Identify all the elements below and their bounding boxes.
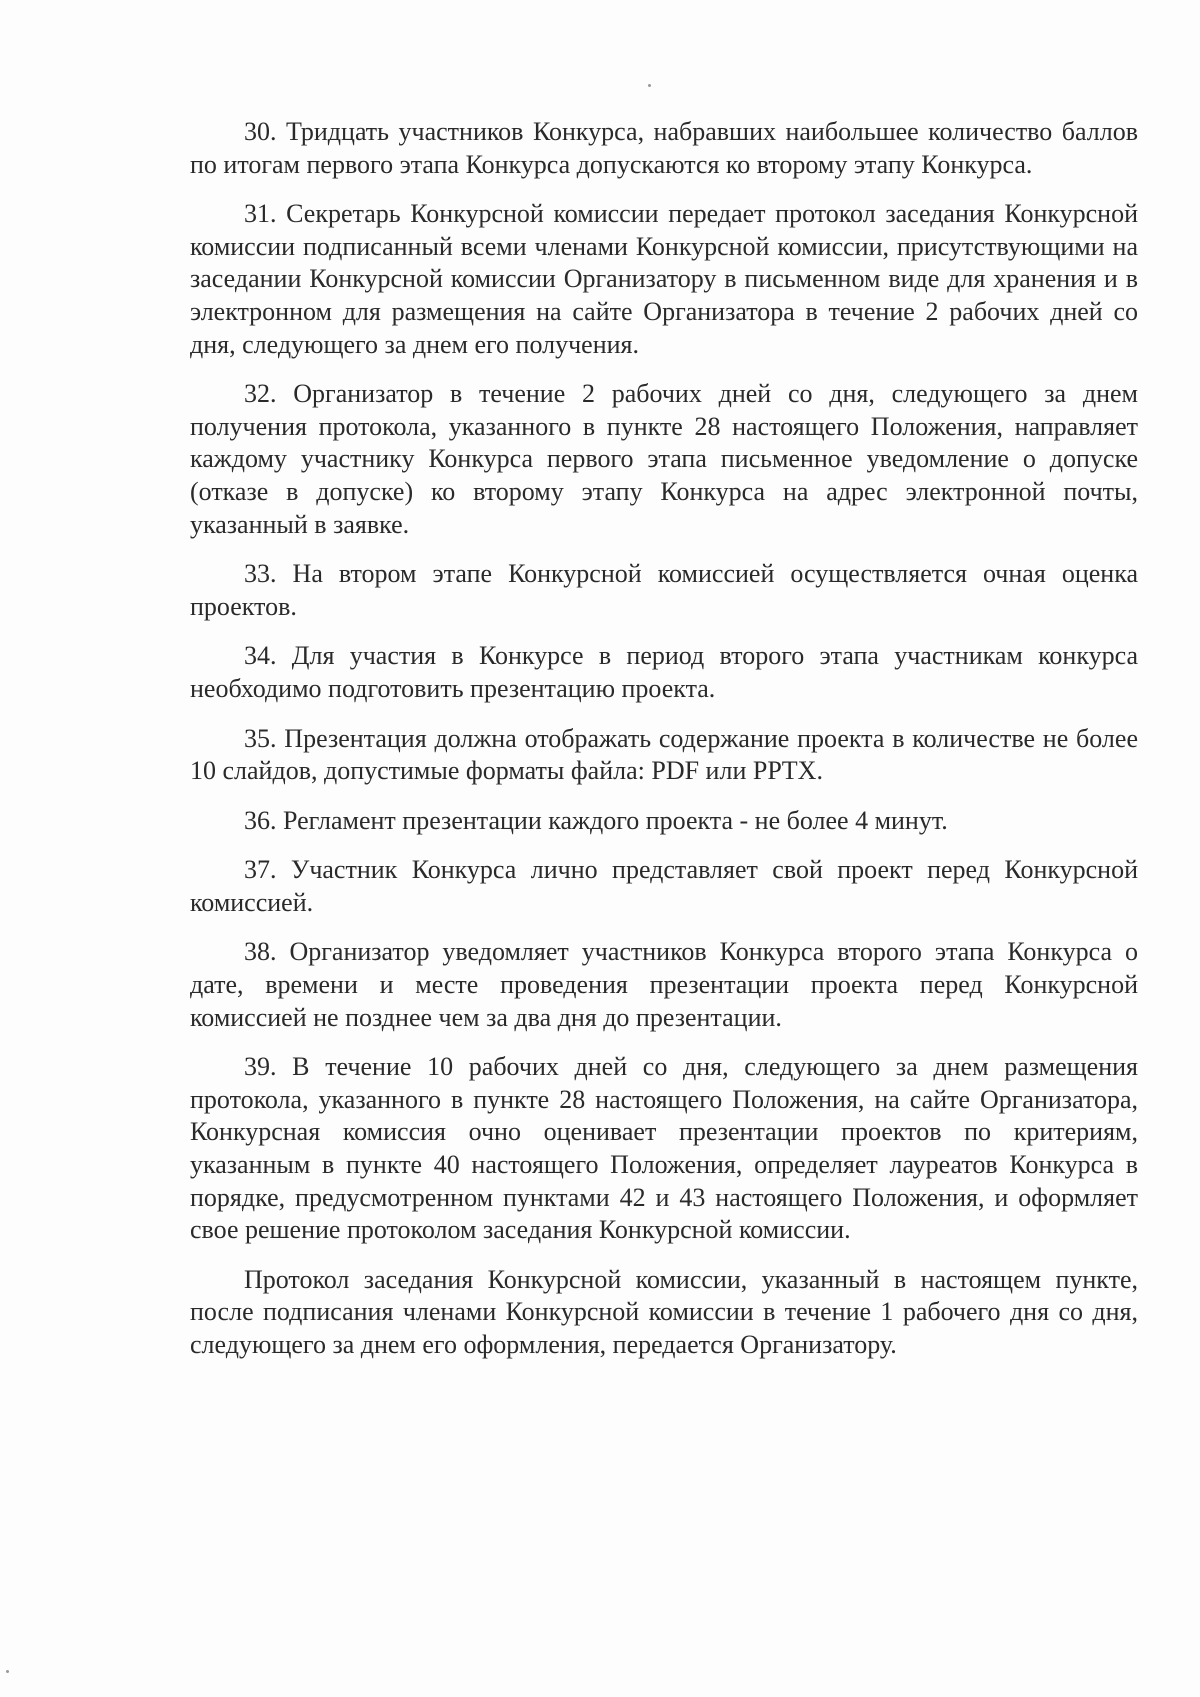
paragraph-37: 37. Участник Конкурса лично представляет свой проект перед Конкурсной комиссией. <box>190 855 1138 917</box>
paragraph-31: 31. Секретарь Конкурсной комиссии передает протокол заседания Конкурсной комиссии подписанный всеми членами Конкурсной комиссии, присутствующими на заседании Конкурсной комиссии Организатору в письменном виде для хранения и в электронном для размещения на сайте Организатора в течение 2 рабочих дней со дня, следующего за днем его получения. <box>190 199 1138 359</box>
scan-artifact <box>6 1670 9 1673</box>
paragraph-35: 35. Презентация должна отображать содержание проекта в количестве не более 10 слайдов, допустимые форматы файла: PDF или PPTX. <box>190 723 1138 786</box>
scan-artifact <box>648 84 651 87</box>
paragraph-30: 30. Тридцать участников Конкурса, набравших наибольшее количество баллов по итогам первого этапа Конкурса допускаются ко второму этапу Конкурса. <box>190 117 1138 179</box>
paragraph-39: 39. В течение 10 рабочих дней со дня, следующего за днем размещения протокола, указанного в пункте 28 настоящего Положения, на сайте Организатора, Конкурсная комиссия очно оценивает презентации проектов по критериям, указанным в пункте 40 настоящего Положения, определяет лауреатов Конкурса в порядке, предусмотренном пунктами 42 и 43 настоящего Положения, и оформляет свое решение протоколом заседания Конкурсной комиссии. <box>190 1052 1138 1245</box>
paragraph-36: 36. Регламент презентации каждого проекта - не более 4 минут. <box>244 805 948 835</box>
paragraph-38: 38. Организатор уведомляет участников Конкурса второго этапа Конкурса о дате, времени и месте проведения презентации проекта перед Конкурсной комиссией не позднее чем за два дня до презентации. <box>190 937 1138 1032</box>
document-body <box>190 116 1138 1362</box>
paragraph-32: 32. Организатор в течение 2 рабочих дней со дня, следующего за днем получения протокола, указанного в пункте 28 настоящего Положения, направляет каждому участнику Конкурса первого этапа письменное уведомление о допуске (отказе в допуске) ко второму этапу Конкурса на адрес электронной почты, указанный в заявке. <box>190 379 1138 539</box>
paragraph-protocol: Протокол заседания Конкурсной комиссии, указанный в настоящем пункте, после подписания членами Конкурсной комиссии в течение 1 рабочего дня со дня, следующего за днем его оформления, передается Организатору. <box>190 1264 1138 1359</box>
paragraph-33: 33. На втором этапе Конкурсной комиссией осуществляется очная оценка проектов. <box>190 559 1138 621</box>
paragraph-34: 34. Для участия в Конкурсе в период второго этапа участникам конкурса необходимо подготовить презентацию проекта. <box>190 641 1138 703</box>
